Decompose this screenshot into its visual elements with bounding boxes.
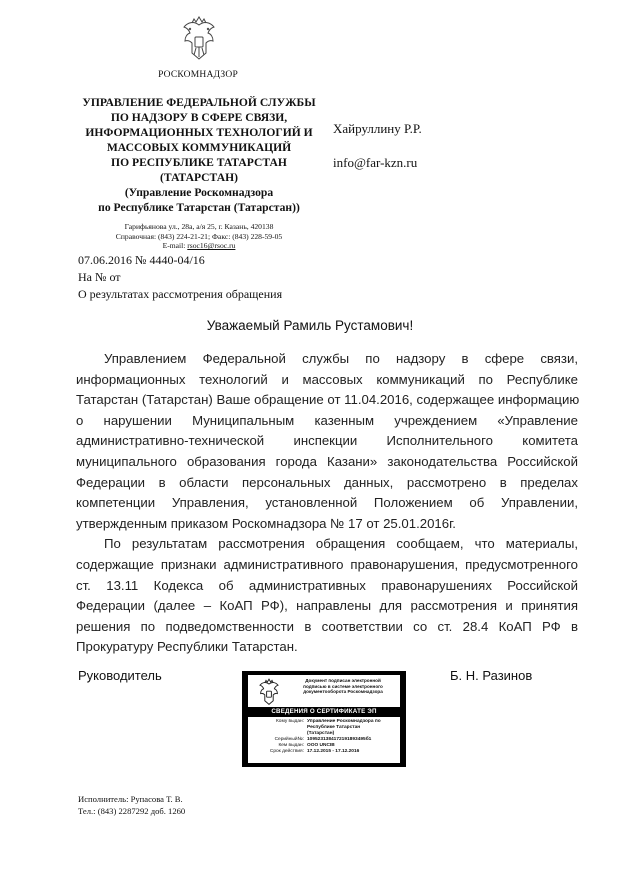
org-email-link[interactable]: rsoc16@rsoc.ru: [187, 241, 236, 250]
stamp-value: [307, 719, 381, 737]
executor-name: Исполнитель: Рупасова Т. В.: [78, 794, 183, 804]
body-line: информационных технологий и массовых коммуникаций по Республике: [76, 371, 578, 387]
doc-reference: На № от: [78, 270, 121, 284]
executor-phone: Тел.: (843) 2287292 доб. 1260: [78, 805, 186, 816]
stamp-note-line: Документ подписан электронной: [305, 678, 381, 683]
org-line: УПРАВЛЕНИЕ ФЕДЕРАЛЬНОЙ СЛУЖБЫ: [82, 96, 316, 109]
coat-of-arms-icon: [178, 15, 220, 65]
recipient-block: [333, 112, 422, 180]
body-line: административно-технической инспекции Исполнительного комитета: [76, 433, 578, 449]
stamp-note: [288, 678, 398, 695]
signer-name: Б. Н. Разинов: [450, 668, 533, 683]
stamp-value-line: Республике Татарстан: [307, 725, 361, 730]
org-line: ПО РЕСПУБЛИКЕ ТАТАРСТАН: [111, 156, 287, 169]
stamp-value: 1095231384172191893495б1: [307, 737, 372, 742]
org-email-line: [76, 241, 322, 251]
stamp-value-line: (Татарстан): [307, 731, 335, 736]
body-line: Прокуратуру Республики Татарстан.: [76, 639, 298, 655]
org-line: ИНФОРМАЦИОННЫХ ТЕХНОЛОГИЙ И: [85, 126, 313, 139]
stamp-value: ООО UNCIB: [307, 743, 335, 748]
org-line: МАССОВЫХ КОММУНИКАЦИЙ: [106, 141, 292, 154]
letter-body: [76, 349, 578, 658]
stamp-row-issued-to: [248, 719, 400, 737]
body-line: о нарушении Муниципальным казенным учреждением «Управление: [76, 412, 578, 428]
stamp-note-line: документооборота Роскомнадзора: [303, 689, 383, 695]
salutation: Уважаемый Рамиль Рустамович!: [206, 318, 414, 333]
body-line: муниципального образования города Казани» законодательства Российской: [76, 453, 578, 469]
stamp-key: Серийный№:: [274, 737, 304, 742]
registration-block: [78, 252, 282, 303]
stamp-details: [248, 719, 400, 755]
body-line: Управлением Федеральной службы по надзору в сфере связи,: [104, 351, 578, 366]
body-line: утвержденным приказом Роскомнадзора № 17 от 25.01.2016г.: [76, 515, 456, 531]
stamp-key: Кем выдан:: [278, 743, 304, 748]
body-line: Федерации в области персональных данных, рассмотрено в пределах: [76, 474, 578, 490]
org-phone: Справочная: (843) 224-21-21; Факс: (843) 228-59-05: [115, 231, 283, 241]
body-line: Татарстан (Татарстан) Ваше обращение от 11.04.2016, содержащее информацию: [76, 392, 580, 408]
stamp-title: СВЕДЕНИЯ О СЕРТИФИКАТЕ ЭП: [248, 707, 400, 717]
body-line: решения по подведомственности в соответствии со ст. 28.4 КоАП РФ в: [76, 618, 578, 634]
org-line: ПО НАДЗОРУ В СФЕРЕ СВЯЗИ,: [110, 111, 288, 124]
body-line: ст. 13.11 Кодекса об административных правонарушениях Российской: [76, 577, 578, 593]
org-line: (Управление Роскомнадзора: [124, 186, 274, 199]
recipient-email: info@far-kzn.ru: [333, 155, 418, 170]
body-line: компетенции Управления, установленной Положением об Управлении,: [76, 495, 578, 511]
stamp-note-line: подписью в системе электронного: [303, 683, 383, 689]
org-contacts: [76, 222, 322, 251]
stamp-coat-of-arms-icon: [256, 678, 282, 708]
stamp-value: 17.12.2015 - 17.12.2016: [307, 749, 360, 754]
org-full-name: [76, 95, 322, 215]
org-address: Гарифьянова ул., 28а, а/я 25, г. Казань, 420138: [124, 222, 274, 231]
org-line: (ТАТАРСТАН): [160, 171, 238, 184]
body-line: По результатам рассмотрения обращения сообщаем, что материалы,: [104, 536, 578, 552]
stamp-key: Кому выдан:: [276, 719, 304, 724]
doc-subject: О результатах рассмотрения обращения: [78, 287, 283, 301]
stamp-key: Срок действия:: [269, 749, 304, 754]
body-line: Федерации (далее – КоАП РФ), направлены для рассмотрения и принятия: [76, 598, 578, 614]
email-label: E-mail:: [162, 241, 188, 250]
stamp-value-line: Управление Роскомнадзора по: [307, 719, 381, 724]
signer-position: Руководитель: [78, 668, 162, 683]
executor-block: [78, 794, 185, 817]
org-short-name: РОСКОМНАДЗОР: [158, 70, 238, 80]
recipient-name: Хайруллину Р.Р.: [333, 121, 422, 136]
e-signature-stamp: [242, 671, 406, 767]
doc-date-number: 07.06.2016 № 4440-04/16: [78, 253, 205, 267]
body-line: содержащие признаки административного правонарушения, предусмотренного: [76, 556, 578, 572]
org-line: по Республике Татарстан (Татарстан)): [98, 201, 300, 214]
stamp-row-validity: [248, 749, 400, 755]
